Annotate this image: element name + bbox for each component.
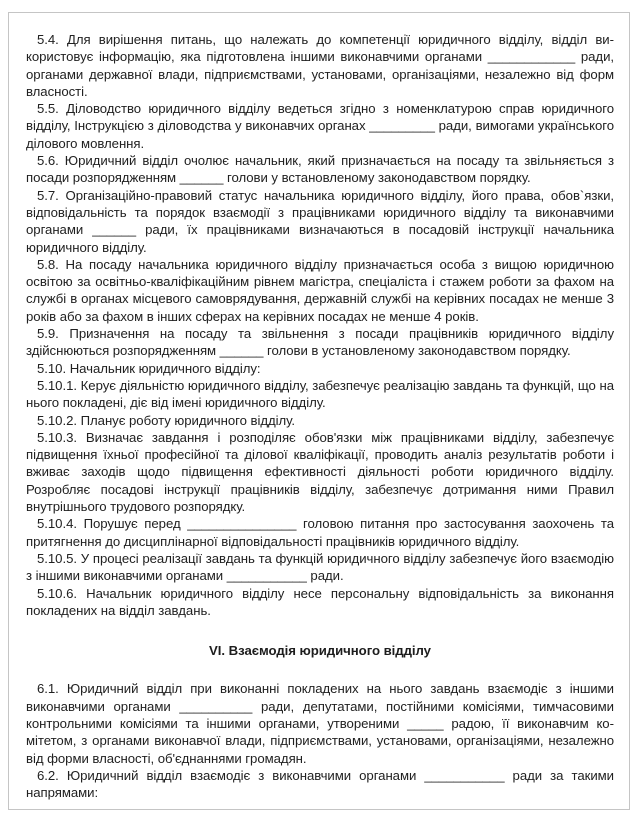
paragraph-5-10-1: 5.10.1. Керує діяльністю юридичного відділу, забезпечує реалізацію завдань та функцій, що на нього покладені, діє від імені юридичного відділу. [26, 377, 614, 411]
paragraph-5-10-2: 5.10.2. Планує роботу юридичного відділу. [37, 412, 295, 428]
paragraph-6-1: 6.1. Юридичний відділ при виконанні покладених на нього завдань взаємодіє з іншими виконавчими органами __________ ради, депутатами, постійними комісіями, тимчасовими контрольними комісіями та іншими органами, утвореними _____ радою, її виконавчим комітетом, з органами виконавчої влади, підприємствами, установами, організаціями, незалежно від форми власності, об'єднаннями громадян. [26, 681, 614, 766]
paragraph-5-5: 5.5. Діловодство юридичного відділу ведеться згідно з номенклатурою справ юридичного відділу, Інструкцією з діловодства у виконавчих органах _________ ради, вимогами українського ділового мовлення. [26, 101, 614, 151]
document-body [26, 31, 614, 801]
paragraph-5-6: 5.6. Юридичний відділ очолює начальник, який призначається на посаду та звільняється з посади розпорядженням ______ голови у встановленому законодавством порядку. [26, 153, 614, 186]
paragraph-5-10-4: 5.10.4. Порушує перед _______________ головою питання про застосування заохочень та притягнення до дисциплінарної відповідальності працівників юридичного відділу. [26, 516, 614, 549]
paragraph-5-10-6: 5.10.6. Начальник юридичного відділу несе персональну відповідальність за виконання покладених на відділ завдань. [26, 585, 614, 618]
paragraph-5-10-3: 5.10.3. Визначає завдання і розподіляє обов'язки між працівниками відділу, забезпечує підвищення їхньої професійної та ділової кваліфікації, проводить аналіз результатів роботи і вживає заходів щодо підвищення ефективності діяльності роботи юридичного відділу. Розробляє посадові інструкції працівників відділу, забезпечує дотримання ними Правил внутрішнього трудового розпорядку. [26, 429, 614, 515]
paragraph-5-7: 5.7. Організаційно-правовий статус начальника юридичного відділу, його права, обов`язки, відповідальність та порядок взаємодії з працівниками юридичного відділу та виконавчими органами ______ ради, їх працівниками визначаються в посадовій інструкції начальника юридичного відділу. [26, 187, 614, 255]
paragraph-6-2: 6.2. Юридичний відділ взаємодіє з виконавчими органами ___________ ради за такими напрямами: [26, 767, 614, 801]
paragraph-5-9: 5.9. Призначення на посаду та звільнення з посади працівників юридичного відділу здійснюються розпорядженням ______ голови в установленому законодавством порядку. [26, 326, 614, 359]
paragraph-5-10: 5.10. Начальник юридичного відділу: [37, 360, 261, 376]
paragraph-5-10-5: 5.10.5. У процесі реалізації завдань та функцій юридичного відділу забезпечує його взаємодію з іншими виконавчими органами ___________ ради. [26, 550, 614, 584]
paragraph-5-4: 5.4. Для вирішення питань, що належать до компетенції юридичного відділу, відділ використовує інформацію, яка підготовлена іншими виконавчими органами ____________ ради, органами державної влади, підприємствами, установами, організаціями, незалежно від форм власності. [26, 32, 614, 99]
section-heading-section-6: VI. Взаємодія юридичного відділу [209, 643, 431, 659]
paragraph-5-8: 5.8. На посаду начальника юридичного відділу призначається особа з вищою юридичною освітою за освітньо-кваліфікаційним рівнем магістра, спеціаліста і стажем роботи за фахом на службі в органах місцевого самоврядування, державній службі на керівних посадах не менше 3 років або за фахом в інших сферах на керівних посадах не менше 4 років. [26, 256, 614, 324]
document-frame [8, 12, 630, 810]
